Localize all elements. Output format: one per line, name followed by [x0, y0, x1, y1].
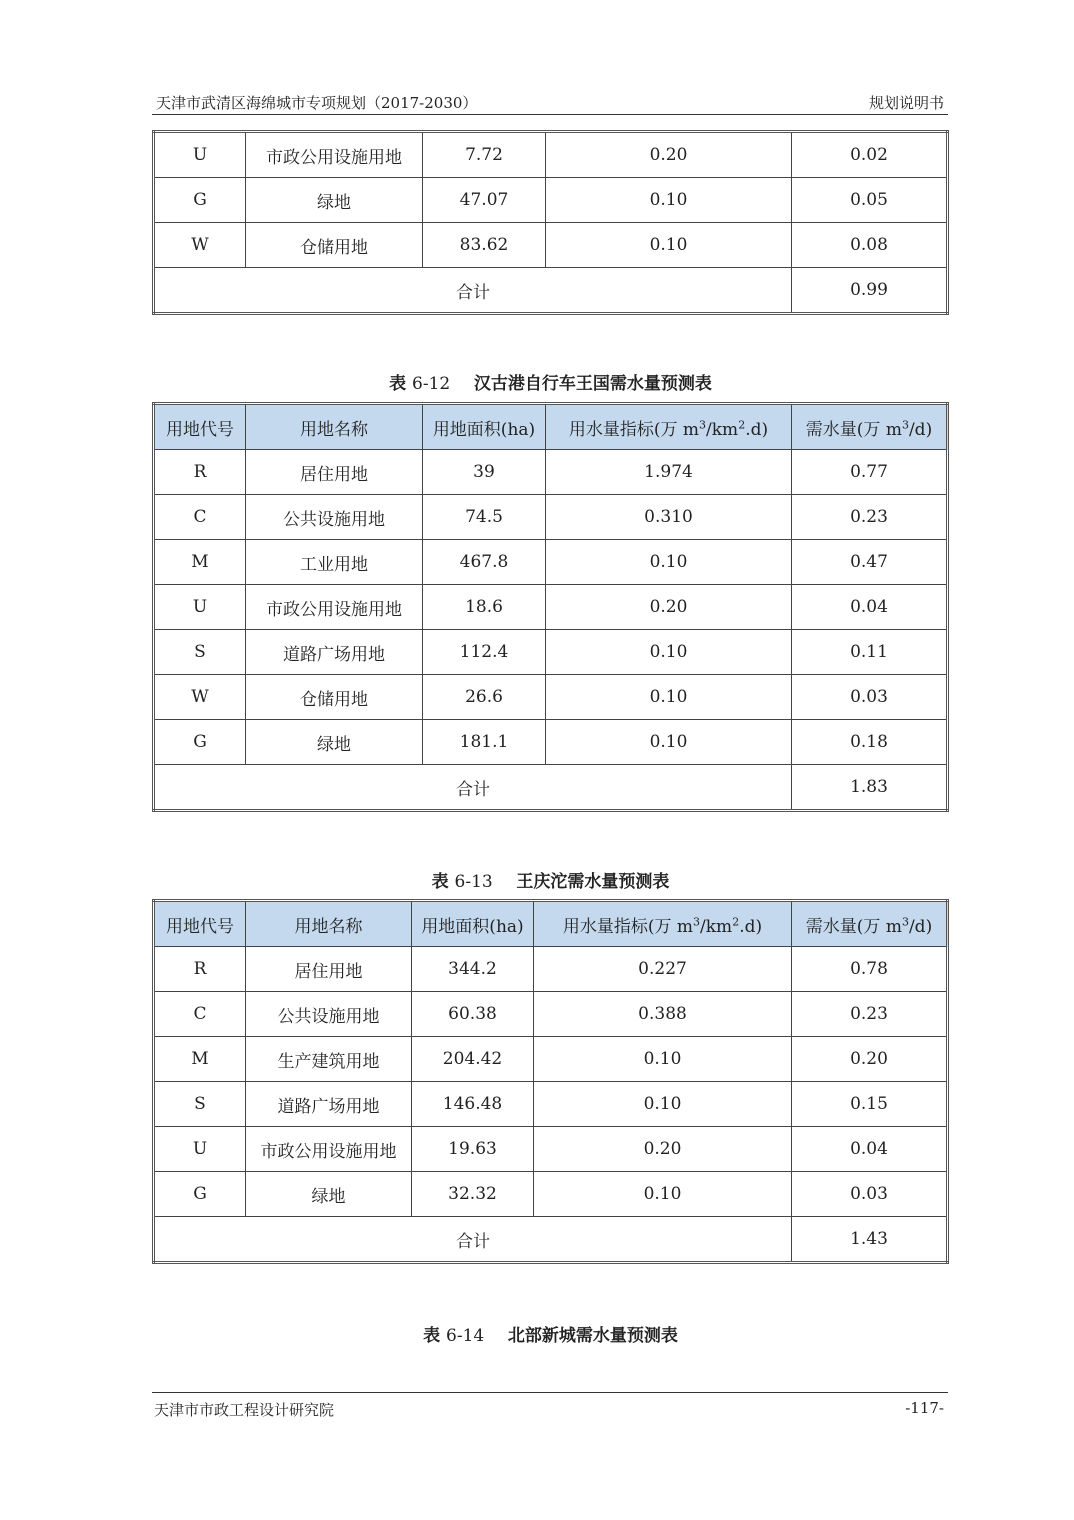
cell-name: 居住用地: [246, 450, 423, 495]
table-row: [154, 585, 948, 630]
cell-index: 0.227: [534, 947, 792, 992]
cell-area: 83.62: [423, 223, 546, 268]
caption-number: 6-12: [412, 374, 451, 394]
cell-index: 0.10: [534, 1172, 792, 1217]
header-row: [154, 901, 948, 947]
cell-area: 26.6: [423, 675, 546, 720]
col-index-header: 用水量指标(万 $m^3/km^2.d$): [534, 901, 792, 947]
institute-name: 天津市市政工程设计研究院: [154, 1401, 335, 1419]
cell-area: 7.72: [423, 132, 546, 178]
col-index-header: 用水量指标(万 $m^3/km^2.d$): [546, 404, 792, 450]
table-row: [154, 132, 948, 178]
cell-index: 0.10: [546, 540, 792, 585]
caption-label: 表: [423, 1326, 441, 1346]
caption-title: 汉古港自行车王国需水量预测表: [473, 374, 712, 394]
cell-area: 146.48: [412, 1082, 534, 1127]
cell-demand: 0.04: [792, 585, 948, 630]
cell-index: 0.310: [546, 495, 792, 540]
cell-area: 204.42: [412, 1037, 534, 1082]
cell-code: M: [154, 540, 246, 585]
cell-area: 467.8: [423, 540, 546, 585]
col-demand-header: 需水量(万 $m^3/d$): [792, 901, 948, 947]
cell-name: 居住用地: [246, 947, 412, 992]
table-row: [154, 1082, 948, 1127]
total-row: [154, 765, 948, 811]
cell-code: M: [154, 1037, 246, 1082]
cell-index: 0.388: [534, 992, 792, 1037]
table-row: [154, 720, 948, 765]
cell-index: 0.10: [534, 1082, 792, 1127]
document-title: 天津市武清区海绵城市专项规划（2017-2030）: [156, 94, 478, 112]
cell-name: 绿地: [246, 178, 423, 223]
table-row: [154, 540, 948, 585]
table-row: [154, 1172, 948, 1217]
page-footer: [152, 1392, 948, 1419]
cell-area: 344.2: [412, 947, 534, 992]
table-row: [154, 223, 948, 268]
cell-demand: 0.11: [792, 630, 948, 675]
cell-name: 道路广场用地: [246, 1082, 412, 1127]
table-body: [154, 132, 948, 314]
cell-demand: 0.15: [792, 1082, 948, 1127]
cell-code: W: [154, 675, 246, 720]
caption-title: 北部新城需水量预测表: [507, 1326, 678, 1346]
cell-demand: 0.04: [792, 1127, 948, 1172]
cell-area: 18.6: [423, 585, 546, 630]
cell-code: C: [154, 992, 246, 1037]
table-row: [154, 947, 948, 992]
cell-index: 0.20: [534, 1127, 792, 1172]
water-demand-table-6-13: [152, 899, 949, 1264]
cell-demand: 0.03: [792, 675, 948, 720]
cell-code: W: [154, 223, 246, 268]
cell-code: C: [154, 495, 246, 540]
cell-demand: 0.47: [792, 540, 948, 585]
col-area-header: 用地面积(ha): [412, 901, 534, 947]
total-row: [154, 268, 948, 314]
caption-title: 王庆沱需水量预测表: [516, 872, 670, 892]
col-demand-header: 需水量(万 $m^3/d$): [792, 404, 948, 450]
cell-name: 公共设施用地: [246, 495, 423, 540]
section-name: 规划说明书: [868, 94, 944, 112]
cell-code: G: [154, 178, 246, 223]
table-caption-6-13: [152, 867, 949, 892]
cell-name: 市政公用设施用地: [246, 1127, 412, 1172]
cell-area: 32.32: [412, 1172, 534, 1217]
cell-code: U: [154, 585, 246, 630]
cell-index: 0.10: [546, 178, 792, 223]
table-row: [154, 992, 948, 1037]
cell-demand: 0.23: [792, 992, 948, 1037]
cell-name: 仓储用地: [246, 675, 423, 720]
cell-index: 0.10: [546, 720, 792, 765]
total-row: [154, 1217, 948, 1263]
cell-demand: 0.20: [792, 1037, 948, 1082]
cell-code: G: [154, 720, 246, 765]
cell-index: 1.974: [546, 450, 792, 495]
caption-number: 6-13: [454, 872, 493, 892]
cell-area: 39: [423, 450, 546, 495]
table-row: [154, 675, 948, 720]
total-label: 合计: [154, 765, 792, 811]
cell-demand: 0.18: [792, 720, 948, 765]
cell-area: 47.07: [423, 178, 546, 223]
cell-code: G: [154, 1172, 246, 1217]
table-row: [154, 178, 948, 223]
table-body: [154, 947, 948, 1263]
cell-index: 0.10: [546, 630, 792, 675]
caption-number: 6-14: [446, 1326, 485, 1346]
total-value: 1.83: [792, 765, 948, 811]
cell-name: 仓储用地: [246, 223, 423, 268]
cell-name: 市政公用设施用地: [246, 132, 423, 178]
cell-name: 道路广场用地: [246, 630, 423, 675]
total-value: 1.43: [792, 1217, 948, 1263]
water-demand-table-6-12: [152, 402, 949, 812]
table-row: [154, 630, 948, 675]
cell-demand: 0.77: [792, 450, 948, 495]
table-row: [154, 1037, 948, 1082]
cell-code: S: [154, 630, 246, 675]
table-caption-6-12: [152, 369, 949, 394]
cell-index: 0.10: [546, 223, 792, 268]
cell-index: 0.10: [546, 675, 792, 720]
cell-name: 绿地: [246, 720, 423, 765]
cell-code: S: [154, 1082, 246, 1127]
cell-name: 公共设施用地: [246, 992, 412, 1037]
page-header: [152, 92, 948, 115]
col-area-header: 用地面积(ha): [423, 404, 546, 450]
cell-code: U: [154, 132, 246, 178]
col-name-header: 用地名称: [246, 901, 412, 947]
table-row: [154, 495, 948, 540]
total-label: 合计: [154, 268, 792, 314]
cell-code: R: [154, 450, 246, 495]
total-value: 0.99: [792, 268, 948, 314]
total-label: 合计: [154, 1217, 792, 1263]
cell-code: U: [154, 1127, 246, 1172]
cell-demand: 0.05: [792, 178, 948, 223]
cell-index: 0.20: [546, 132, 792, 178]
table-caption-6-14: [152, 1321, 949, 1346]
cell-area: 19.63: [412, 1127, 534, 1172]
header-row: [154, 404, 948, 450]
cell-name: 工业用地: [246, 540, 423, 585]
cell-area: 60.38: [412, 992, 534, 1037]
cell-area: 74.5: [423, 495, 546, 540]
page-number: -117-: [905, 1399, 944, 1417]
col-code-header: 用地代号: [154, 901, 246, 947]
col-code-header: 用地代号: [154, 404, 246, 450]
cell-area: 112.4: [423, 630, 546, 675]
cell-demand: 0.08: [792, 223, 948, 268]
cell-demand: 0.02: [792, 132, 948, 178]
table-row: [154, 450, 948, 495]
cell-name: 绿地: [246, 1172, 412, 1217]
cell-name: 市政公用设施用地: [246, 585, 423, 630]
table-row: [154, 1127, 948, 1172]
table-body: [154, 450, 948, 811]
cell-code: R: [154, 947, 246, 992]
cell-index: 0.20: [546, 585, 792, 630]
water-demand-table-continued: [152, 130, 949, 315]
caption-label: 表: [431, 872, 449, 892]
cell-demand: 0.78: [792, 947, 948, 992]
cell-name: 生产建筑用地: [246, 1037, 412, 1082]
caption-label: 表: [389, 374, 407, 394]
cell-demand: 0.03: [792, 1172, 948, 1217]
cell-area: 181.1: [423, 720, 546, 765]
cell-index: 0.10: [534, 1037, 792, 1082]
cell-demand: 0.23: [792, 495, 948, 540]
col-name-header: 用地名称: [246, 404, 423, 450]
